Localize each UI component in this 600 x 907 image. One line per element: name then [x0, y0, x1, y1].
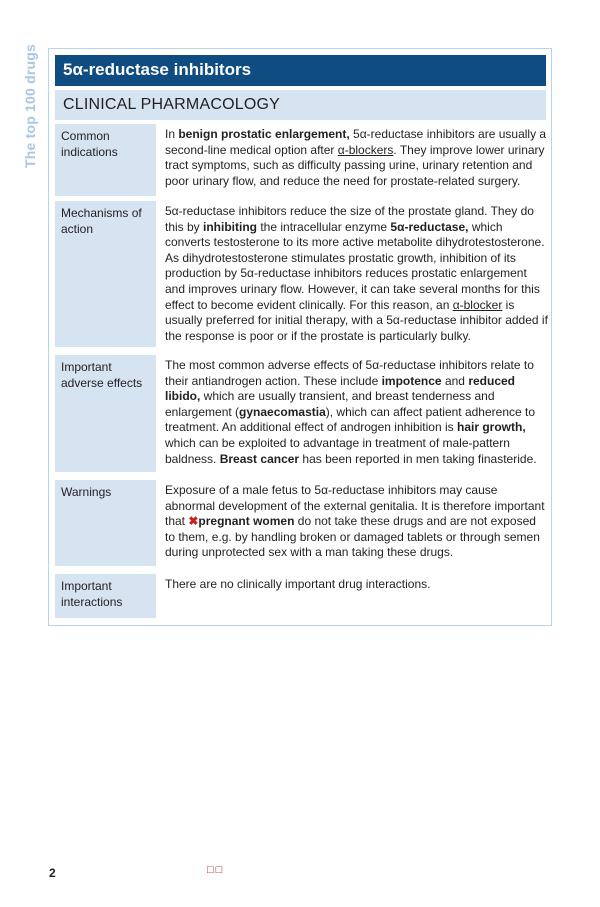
- row-label: Common indications: [55, 124, 156, 196]
- side-tab: [20, 44, 50, 188]
- row-label: Mechanisms of action: [55, 201, 156, 347]
- text-run: In: [165, 127, 179, 141]
- text-run: and: [441, 373, 469, 388]
- bold-term: 5α-reductase,: [390, 219, 469, 234]
- row-text: [165, 480, 548, 561]
- bold-term: gynaecomastia: [239, 404, 326, 419]
- text-run: which are usually transient, and breast tenderness and enlargement (: [165, 389, 495, 419]
- text-run: ), which can affect patient adherence to treatment. An additional effect of androgen inhibition is: [165, 404, 536, 435]
- warning-cross-icon: ✖: [188, 514, 199, 529]
- bold-term: pregnant women: [198, 514, 295, 529]
- text-run: There are no clinically important drug interactions.: [165, 577, 431, 591]
- text-run: 5α-reductase inhibitors reduce the size of the prostate gland. They do this by: [165, 204, 534, 234]
- row-label: Important adverse effects: [55, 355, 156, 472]
- text-run: do not take these drugs and are not exposed to them, e.g. by handling broken or damaged tablets or through semen during unprotected sex with a man taking these drugs.: [165, 514, 540, 560]
- section-heading: CLINICAL PHARMACOLOGY: [55, 90, 546, 120]
- drug-title: 5α-reductase inhibitors: [55, 55, 546, 86]
- text-run: is usually preferred for initial therapy, with a 5α-reductase inhibitor added if the response is poor or if the prostate is particularly bulky.: [165, 297, 548, 343]
- footer-mark: □□: [207, 864, 225, 876]
- text-run: Exposure of a male fetus to 5α-reductase inhibitors may cause abnormal development of the external genitalia. It is therefore important that: [165, 483, 545, 529]
- cross-reference-link[interactable]: α-blocker: [452, 297, 503, 312]
- row-interactions: [55, 574, 546, 618]
- row-text: [165, 574, 548, 593]
- text-run: 5α-reductase inhibitors are usually a second-line medical option after: [165, 127, 547, 157]
- text-run: the intracellular enzyme: [257, 219, 391, 234]
- bold-term: benign prostatic enlargement,: [178, 127, 350, 141]
- row-warnings: [55, 480, 546, 566]
- text-run: which converts testosterone to its more active metabolite dihydrotestosterone. As dihydrotestosterone stimulates prostatic growth, inhibition of its production by 5α-reductase inhibitors reduces prostatic enlargement and improves urinary flow. However, it can take several months for this effect to become evident clinically. For this reason, an: [165, 219, 545, 312]
- row-label: Important interactions: [55, 574, 156, 618]
- bold-term: hair growth,: [456, 420, 526, 435]
- row-label: Warnings: [55, 480, 156, 566]
- text-run: . They improve lower urinary tract symptoms, such as difficulty passing urine, urinary retention and poor urinary flow, and reduce the need for prostate-related surgery.: [165, 142, 545, 188]
- drug-card: [48, 48, 552, 626]
- text-run: which can be exploited to advantage in treatment of male-pattern baldness.: [165, 435, 510, 466]
- side-tab-text: The top 100 drugs: [22, 44, 38, 168]
- row-text: [165, 201, 548, 344]
- row-text: [165, 124, 548, 189]
- text-run: The most common adverse effects of 5α-reductase inhibitors relate to their antiandrogen action. These include: [165, 358, 534, 388]
- row-common-indications: [55, 124, 546, 196]
- bold-term: impotence: [381, 373, 442, 388]
- cross-reference-link[interactable]: α-blockers: [337, 142, 394, 157]
- row-text: [165, 355, 548, 467]
- row-mechanisms: [55, 201, 546, 347]
- bold-term: reduced libido,: [165, 373, 515, 404]
- row-adverse-effects: [55, 355, 546, 472]
- bold-term: inhibiting: [203, 219, 257, 234]
- page-number: 2: [49, 866, 56, 880]
- bold-term: Breast cancer: [219, 451, 300, 466]
- text-run: has been reported in men taking finasteride.: [299, 451, 537, 466]
